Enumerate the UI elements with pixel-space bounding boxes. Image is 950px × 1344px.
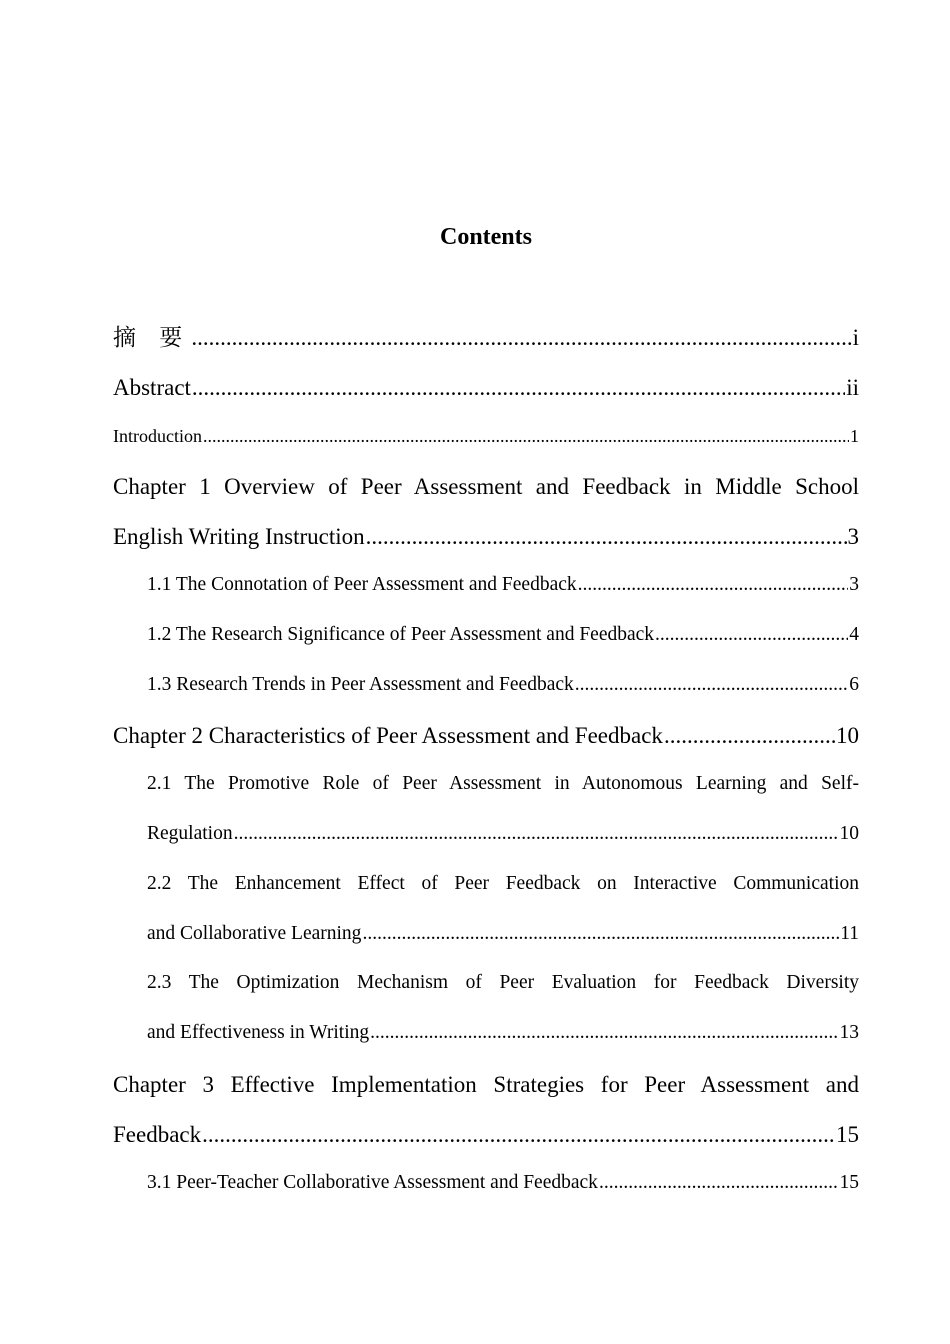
toc-page-number: 13 — [839, 1022, 859, 1044]
toc-page-number: 3 — [849, 573, 859, 595]
table-of-contents — [113, 318, 859, 1214]
dot-leader — [655, 617, 848, 653]
toc-entry-section-2-3[interactable] — [113, 965, 859, 1065]
toc-entry-label: 1.1 The Connotation of Peer Assessment and Feedback — [147, 573, 577, 595]
toc-entry-label: Abstract — [113, 374, 191, 400]
toc-page-number: 10 — [839, 822, 859, 844]
toc-entry-label: 1.2 The Research Significance of Peer Assessment and Feedback — [147, 623, 655, 645]
dot-leader — [203, 418, 849, 454]
toc-entry-section-1-2[interactable] — [113, 617, 859, 667]
toc-entry-label: 1.3 Research Trends in Peer Assessment and Feedback — [147, 673, 574, 695]
toc-entry-section-2-2[interactable] — [113, 866, 859, 966]
dot-leader — [366, 517, 847, 557]
toc-page-number: 3 — [847, 524, 859, 550]
dot-leader — [362, 916, 839, 952]
dot-leader — [664, 716, 835, 756]
toc-page-number: 15 — [836, 1121, 859, 1147]
toc-entry-label: 摘 要 — [113, 325, 191, 351]
toc-page-number: 4 — [849, 623, 859, 645]
toc-entry-label: 3.1 Peer-Teacher Collaborative Assessment and Feedback — [147, 1171, 598, 1193]
toc-page-number: i — [852, 325, 859, 350]
dot-leader — [578, 567, 849, 603]
toc-entry-label-line1: Chapter 1 Overview of Peer Assessment and Feedback in Middle School — [113, 474, 859, 500]
toc-entry-label-line1: 2.2 The Enhancement Effect of Peer Feedback on Interactive Communication — [147, 872, 859, 894]
toc-page-number: ii — [846, 374, 859, 400]
toc-entry-chapter-2[interactable] — [113, 716, 859, 766]
toc-entry-section-2-1[interactable] — [113, 766, 859, 866]
dot-leader — [191, 318, 851, 358]
toc-page-number: 11 — [840, 922, 859, 944]
toc-page-number: 1 — [850, 425, 859, 446]
toc-entry-abstract-cn[interactable] — [113, 318, 859, 368]
toc-entry-label-line2: English Writing Instruction — [113, 524, 365, 550]
toc-entry-section-3-1[interactable] — [113, 1165, 859, 1215]
page-title: Contents — [439, 224, 532, 250]
toc-entry-chapter-1[interactable] — [113, 467, 859, 567]
toc-entry-label-line2: Regulation — [147, 822, 233, 844]
toc-entry-label: Chapter 2 Characteristics of Peer Assessment and Feedback — [113, 723, 663, 749]
toc-page-number: 6 — [849, 673, 859, 695]
toc-entry-label-line2: Feedback — [113, 1121, 202, 1147]
dot-leader — [599, 1165, 839, 1201]
dot-leader — [192, 368, 845, 408]
toc-entry-chapter-3[interactable] — [113, 1065, 859, 1165]
toc-entry-label-line2: and Effectiveness in Writing — [147, 1022, 370, 1044]
toc-entry-label-line1: 2.1 The Promotive Role of Peer Assessment in Autonomous Learning and Self- — [147, 773, 859, 795]
toc-entry-introduction[interactable] — [113, 418, 859, 468]
toc-entry-label-line2: and Collaborative Learning — [147, 922, 362, 944]
toc-entry-section-1-3[interactable] — [113, 667, 859, 717]
toc-entry-label: Introduction — [113, 425, 202, 446]
dot-leader — [202, 1115, 835, 1155]
toc-entry-label-line1: 2.3 The Optimization Mechanism of Peer Evaluation for Feedback Diversity — [147, 972, 859, 994]
toc-page-number: 10 — [836, 723, 859, 749]
dot-leader — [234, 816, 839, 852]
dot-leader — [575, 667, 848, 703]
dot-leader — [370, 1015, 838, 1051]
toc-entry-label-line1: Chapter 3 Effective Implementation Strategies for Peer Assessment and — [113, 1071, 859, 1097]
toc-entry-abstract[interactable] — [113, 368, 859, 418]
toc-page-number: 15 — [839, 1171, 859, 1193]
toc-entry-section-1-1[interactable] — [113, 567, 859, 617]
